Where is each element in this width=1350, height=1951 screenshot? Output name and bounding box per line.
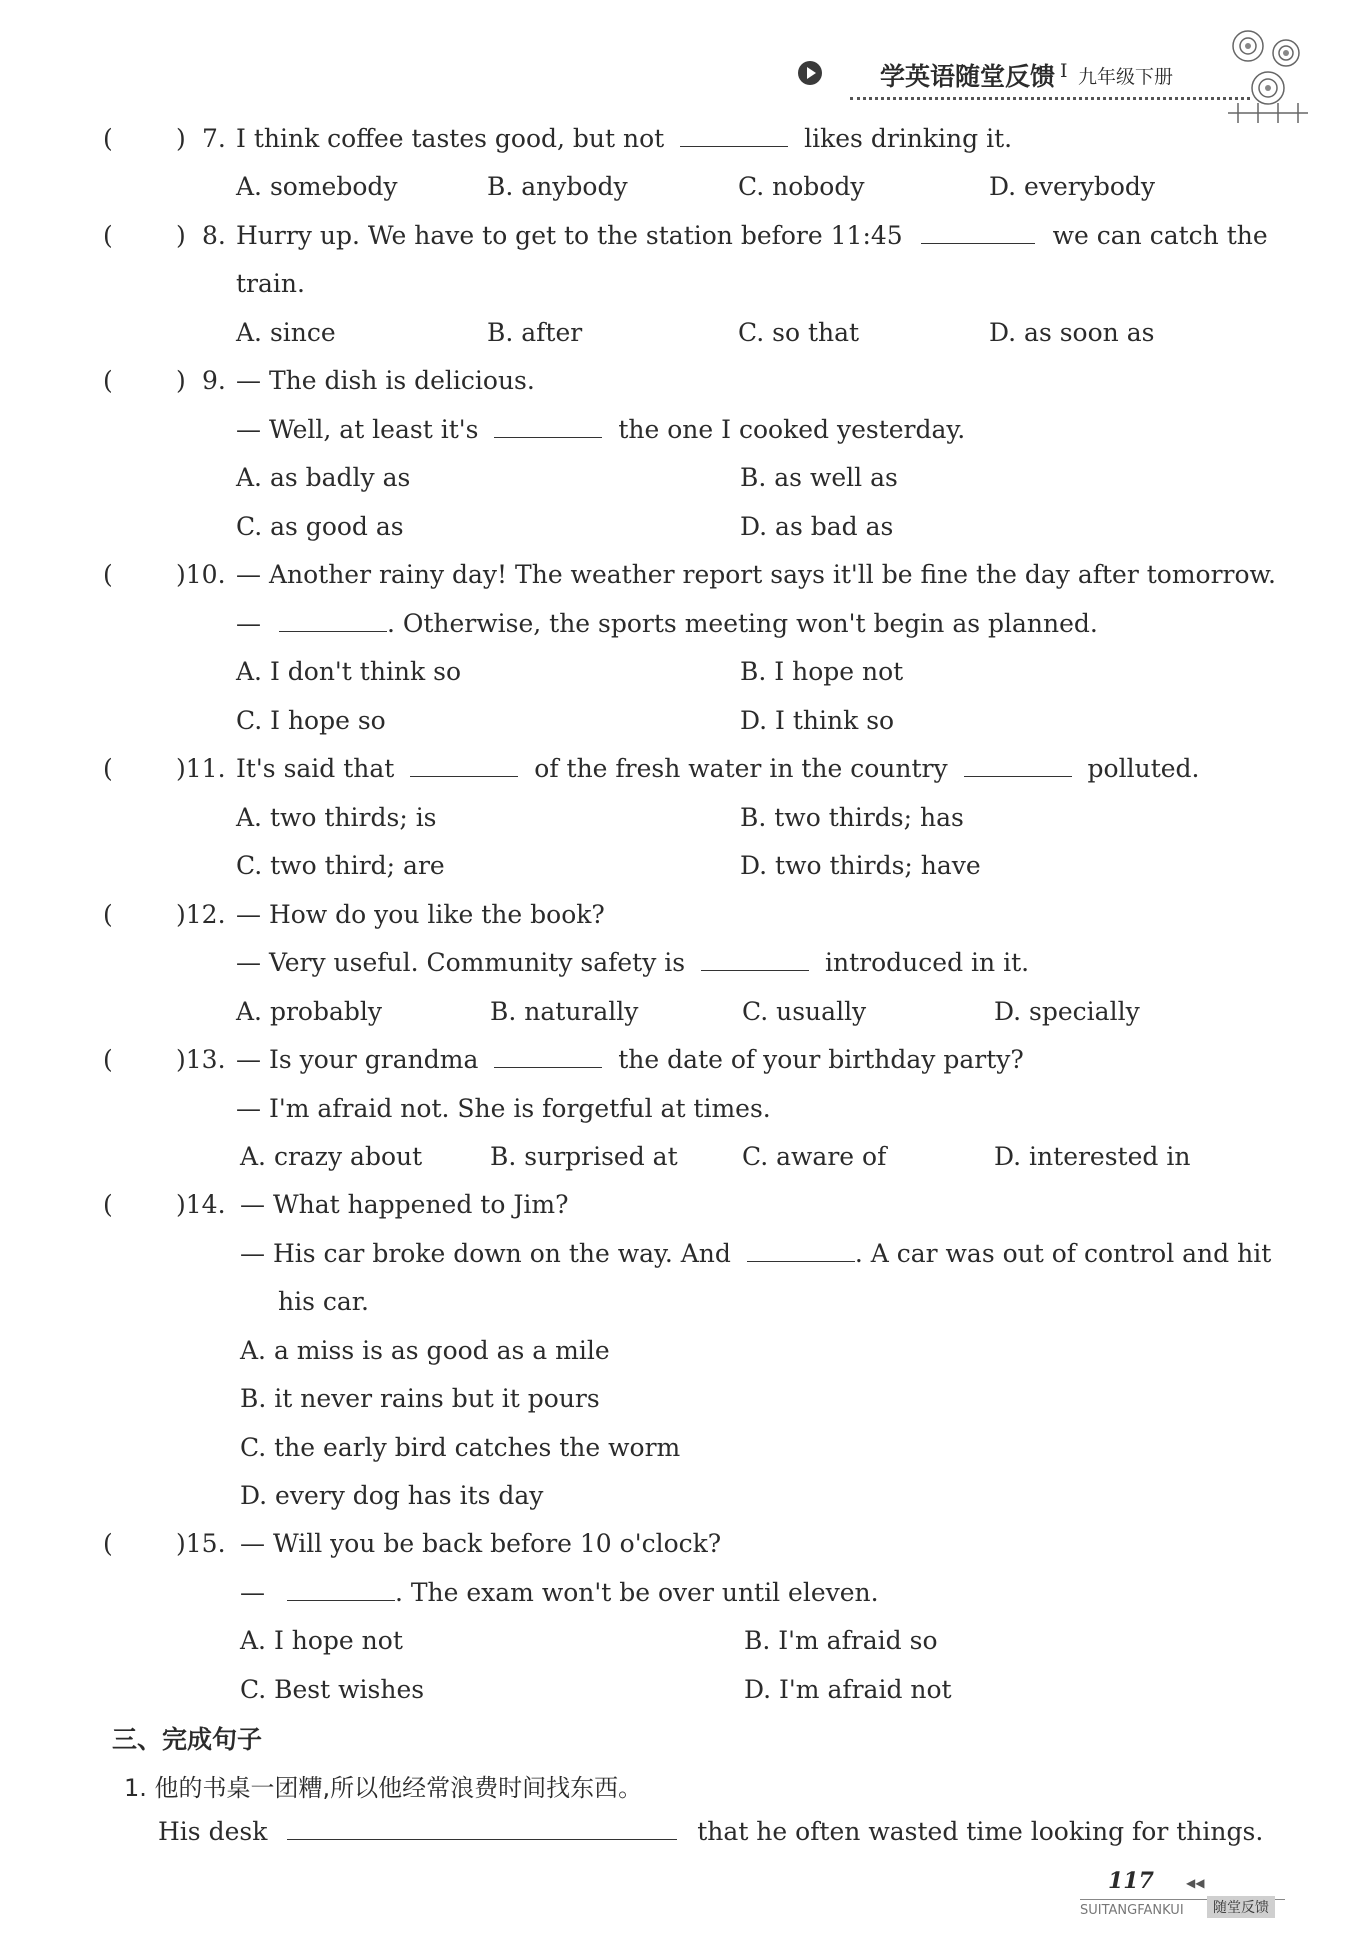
option-b: B. as well as <box>740 463 898 492</box>
rewind-icon: ◀◀ <box>1186 1876 1205 1890</box>
answer-bracket-open: ( <box>103 560 113 589</box>
question-number: )14. <box>176 1190 226 1219</box>
option-b: B. I'm afraid so <box>744 1626 938 1655</box>
option-a: A. since <box>236 318 336 347</box>
answer-bracket-open: ( <box>103 1529 113 1558</box>
dialogue-line-2: — Very useful. Community safety is introduced in it. <box>236 948 1030 977</box>
option-d: D. I think so <box>740 706 895 735</box>
dialogue-line-1: — The dish is delicious. <box>236 366 535 395</box>
dialogue-line-1: — What happened to Jim? <box>240 1190 569 1219</box>
option-a: A. a miss is as good as a mile <box>240 1336 610 1365</box>
page-number: 117 <box>1108 1868 1154 1894</box>
option-d: D. specially <box>994 997 1140 1026</box>
answer-bracket-open: ( <box>103 900 113 929</box>
header-separator: I <box>1060 60 1068 82</box>
option-c: C. nobody <box>738 172 865 201</box>
option-a: A. probably <box>236 997 382 1026</box>
option-c: C. as good as <box>236 512 404 541</box>
option-b: B. after <box>487 318 583 347</box>
question-number: )11. <box>176 754 226 783</box>
option-b: B. I hope not <box>740 657 904 686</box>
option-c: C. usually <box>742 997 867 1026</box>
dialogue-line-2: — His car broke down on the way. And . A car was out of control and hit <box>240 1239 1272 1268</box>
option-c: C. Best wishes <box>240 1675 425 1704</box>
sentence-1-english: His desk that he often wasted time looking for things. <box>158 1817 1264 1846</box>
question-number: )12. <box>176 900 226 929</box>
answer-blank <box>287 1582 395 1601</box>
section-heading: 三、完成句子 <box>112 1725 263 1754</box>
dialogue-line-1: — Another rainy day! The weather report says it'll be fine the day after tomorrow. <box>236 560 1276 589</box>
answer-blank <box>964 758 1072 777</box>
answer-blank <box>494 419 602 438</box>
answer-bracket-close: ) <box>176 366 186 395</box>
sentence-1-chinese: 1. 他的书桌一团糟,所以他经常浪费时间找东西。 <box>124 1774 643 1802</box>
answer-blank <box>747 1243 855 1262</box>
question-stem: Hurry up. We have to get to the station before 11:45 we can catch the <box>236 221 1268 250</box>
option-a: A. I don't think so <box>236 657 462 686</box>
answer-blank <box>701 952 809 971</box>
option-c: C. two third; are <box>236 851 445 880</box>
option-d: D. two thirds; have <box>740 851 981 880</box>
answer-bracket-open: ( <box>103 1190 113 1219</box>
option-c: C. the early bird catches the worm <box>240 1433 681 1462</box>
footer-brand-badge: 随堂反馈 <box>1207 1896 1275 1918</box>
option-c: C. aware of <box>742 1142 887 1171</box>
dialogue-line-1: — How do you like the book? <box>236 900 605 929</box>
dialogue-line-1: — Will you be back before 10 o'clock? <box>240 1529 722 1558</box>
option-b: B. naturally <box>490 997 639 1026</box>
option-d: D. every dog has its day <box>240 1481 544 1510</box>
answer-blank <box>921 225 1035 244</box>
header-subtitle: 九年级下册 <box>1078 66 1174 88</box>
dialogue-line-3: his car. <box>278 1287 369 1316</box>
question-number: 7. <box>202 124 226 153</box>
question-number: )13. <box>176 1045 226 1074</box>
question-number: 9. <box>202 366 226 395</box>
option-a: A. as badly as <box>236 463 411 492</box>
dialogue-line-2: — Well, at least it's the one I cooked yesterday. <box>236 415 966 444</box>
option-b: B. it never rains but it pours <box>240 1384 600 1413</box>
dialogue-line-1: — Is your grandma the date of your birthday party? <box>236 1045 1024 1074</box>
question-stem: It's said that of the fresh water in the country polluted. <box>236 754 1200 783</box>
option-b: B. anybody <box>487 172 628 201</box>
dialogue-line-2: — . Otherwise, the sports meeting won't begin as planned. <box>236 609 1098 638</box>
answer-bracket-open: ( <box>103 124 113 153</box>
answer-blank <box>279 613 387 632</box>
question-number: )15. <box>176 1529 226 1558</box>
header-title: 学英语随堂反馈 <box>880 62 1056 91</box>
answer-bracket-open: ( <box>103 1045 113 1074</box>
option-c: C. so that <box>738 318 860 347</box>
option-d: D. interested in <box>994 1142 1191 1171</box>
option-d: D. everybody <box>989 172 1156 201</box>
play-icon <box>797 60 823 90</box>
option-d: D. as soon as <box>989 318 1155 347</box>
question-stem: I think coffee tastes good, but not likes drinking it. <box>236 124 1013 153</box>
option-b: B. surprised at <box>490 1142 678 1171</box>
option-a: A. crazy about <box>240 1142 423 1171</box>
option-a: A. two thirds; is <box>236 803 437 832</box>
answer-blank <box>410 758 518 777</box>
answer-blank <box>494 1049 602 1068</box>
option-a: A. I hope not <box>240 1626 403 1655</box>
answer-bracket-open: ( <box>103 221 113 250</box>
dialogue-line-2: — . The exam won't be over until eleven. <box>240 1578 879 1607</box>
dialogue-line-2: — I'm afraid not. She is forgetful at times. <box>236 1094 771 1123</box>
option-c: C. I hope so <box>236 706 386 735</box>
option-b: B. two thirds; has <box>740 803 964 832</box>
option-a: A. somebody <box>236 172 398 201</box>
flower-ornament-icon <box>1218 18 1318 132</box>
question-number: )10. <box>176 560 226 589</box>
answer-bracket-close: ) <box>176 221 186 250</box>
answer-bracket-close: ) <box>176 124 186 153</box>
answer-bracket-open: ( <box>103 366 113 395</box>
footer-brand-latin: SUITANGFANKUI <box>1080 1903 1184 1918</box>
question-number: 8. <box>202 221 226 250</box>
question-stem-continued: train. <box>236 269 305 298</box>
option-d: D. as bad as <box>740 512 894 541</box>
answer-bracket-open: ( <box>103 754 113 783</box>
answer-blank <box>680 128 788 147</box>
answer-blank <box>287 1821 677 1840</box>
option-d: D. I'm afraid not <box>744 1675 952 1704</box>
header-dotted-rule <box>850 97 1250 100</box>
